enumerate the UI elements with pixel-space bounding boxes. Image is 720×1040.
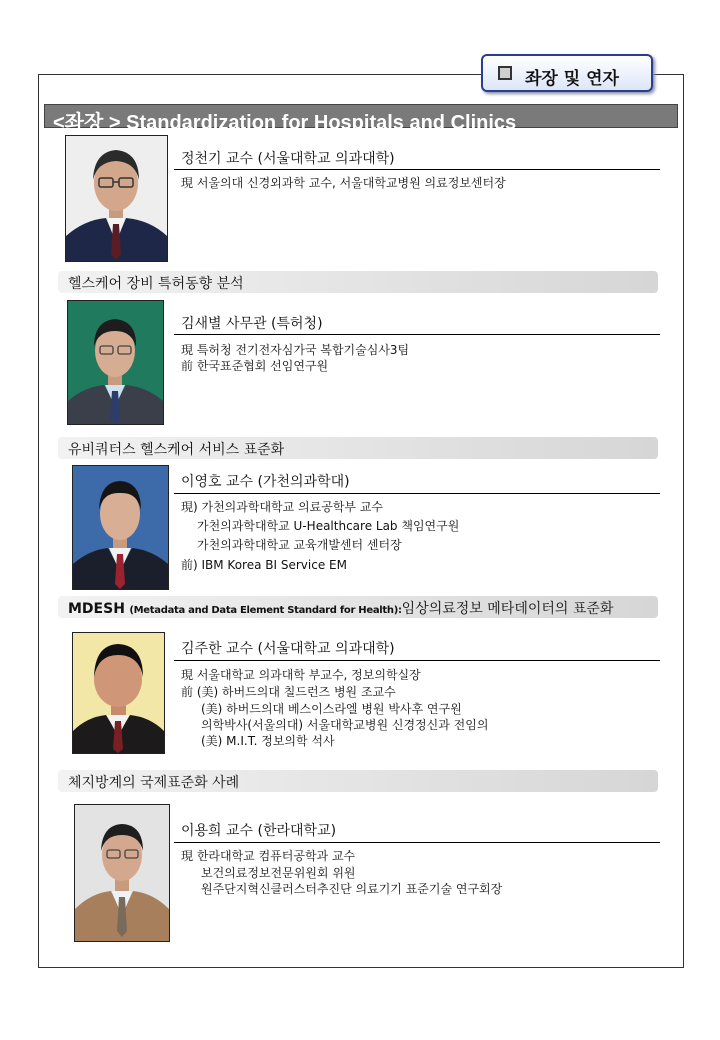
person-portrait-icon [73, 633, 164, 753]
speaker-photo [72, 465, 169, 590]
speaker-desc-line: 現 한라대학교 컴퓨터공학과 교수 [181, 849, 356, 863]
person-portrait-icon [68, 301, 163, 424]
speaker-desc-line: 前 한국표준협회 선임연구원 [181, 359, 329, 373]
speaker-divider [174, 493, 660, 494]
topic-bar [58, 271, 658, 293]
speaker-desc-line: 보건의료정보전문위원회 위원 [201, 866, 356, 880]
topic-bar [58, 596, 658, 618]
talk-topic: 체지방계의 국제표준화 사례 [68, 775, 240, 791]
speaker-desc-line: 원주단지혁신클러스터추진단 의료기기 표준기술 연구회장 [201, 882, 503, 896]
person-portrait-icon [66, 136, 167, 261]
session-title: <좌장 > Standardization for Hospitals and Clinics [53, 112, 517, 134]
chair-name: 정천기 교수 (서울대학교 의과대학) [181, 151, 395, 167]
talk-topic [68, 598, 613, 618]
chair-divider [174, 169, 660, 170]
speaker-divider [174, 842, 660, 843]
speaker-desc-line: 前) IBM Korea BI Service EM [181, 558, 347, 572]
topic-acronym: MDESH [68, 601, 125, 617]
session-title-bar [44, 104, 678, 134]
speaker-desc-line: (美) 하버드의대 베스이스라엘 병원 박사후 연구원 [201, 702, 462, 716]
talk-topic: 헬스케어 장비 특허동향 분석 [68, 276, 244, 292]
topic-bar [58, 770, 658, 792]
chair-photo [65, 135, 168, 262]
speaker-name: 김주한 교수 (서울대학교 의과대학) [181, 641, 395, 657]
speakers-tab[interactable] [481, 54, 653, 92]
speaker-desc-line: 가천의과학대학교 교육개발센터 센터장 [197, 538, 402, 552]
speaker-divider [174, 334, 660, 335]
speaker-name: 이용희 교수 (한라대학교) [181, 823, 337, 839]
speaker-desc-line: 前 (美) 하버드의대 칠드런즈 병원 조교수 [181, 685, 396, 699]
person-portrait-icon [75, 805, 169, 941]
speaker-desc-line: 가천의과학대학교 U-Healthcare Lab 책임연구원 [197, 519, 460, 533]
topic-bar [58, 437, 658, 459]
speaker-photo [67, 300, 164, 425]
speaker-photo [72, 632, 165, 754]
chair-desc-line: 現 서울의대 신경외과학 교수, 서울대학교병원 의료정보센터장 [181, 176, 506, 190]
speaker-name: 이영호 교수 (가천의과학대) [181, 474, 350, 490]
speaker-name: 김새별 사무관 (특허청) [181, 316, 323, 332]
speaker-photo [74, 804, 170, 942]
speaker-desc-line: (美) M.I.T. 정보의학 석사 [201, 734, 335, 748]
checkbox-square-icon [498, 66, 512, 80]
topic-expansion: (Metadata and Data Element Standard for Health): [129, 605, 402, 616]
talk-topic: 유비쿼터스 헬스케어 서비스 표준화 [68, 442, 285, 458]
person-portrait-icon [73, 466, 168, 589]
topic-korean: 임상의료정보 메타데이터의 표준화 [401, 601, 614, 617]
speaker-divider [174, 660, 660, 661]
speaker-desc-line: 의학박사(서울의대) 서울대학교병원 신경정신과 전임의 [201, 718, 489, 732]
tab-label: 좌장 및 연자 [525, 69, 619, 89]
speaker-desc-line: 現 특허청 전기전자심가국 복합기술심사3팀 [181, 343, 410, 357]
speaker-desc-line: 現 서울대학교 의과대학 부교수, 정보의학실장 [181, 668, 421, 682]
speaker-desc-line: 現) 가천의과학대학교 의료공학부 교수 [181, 500, 384, 514]
